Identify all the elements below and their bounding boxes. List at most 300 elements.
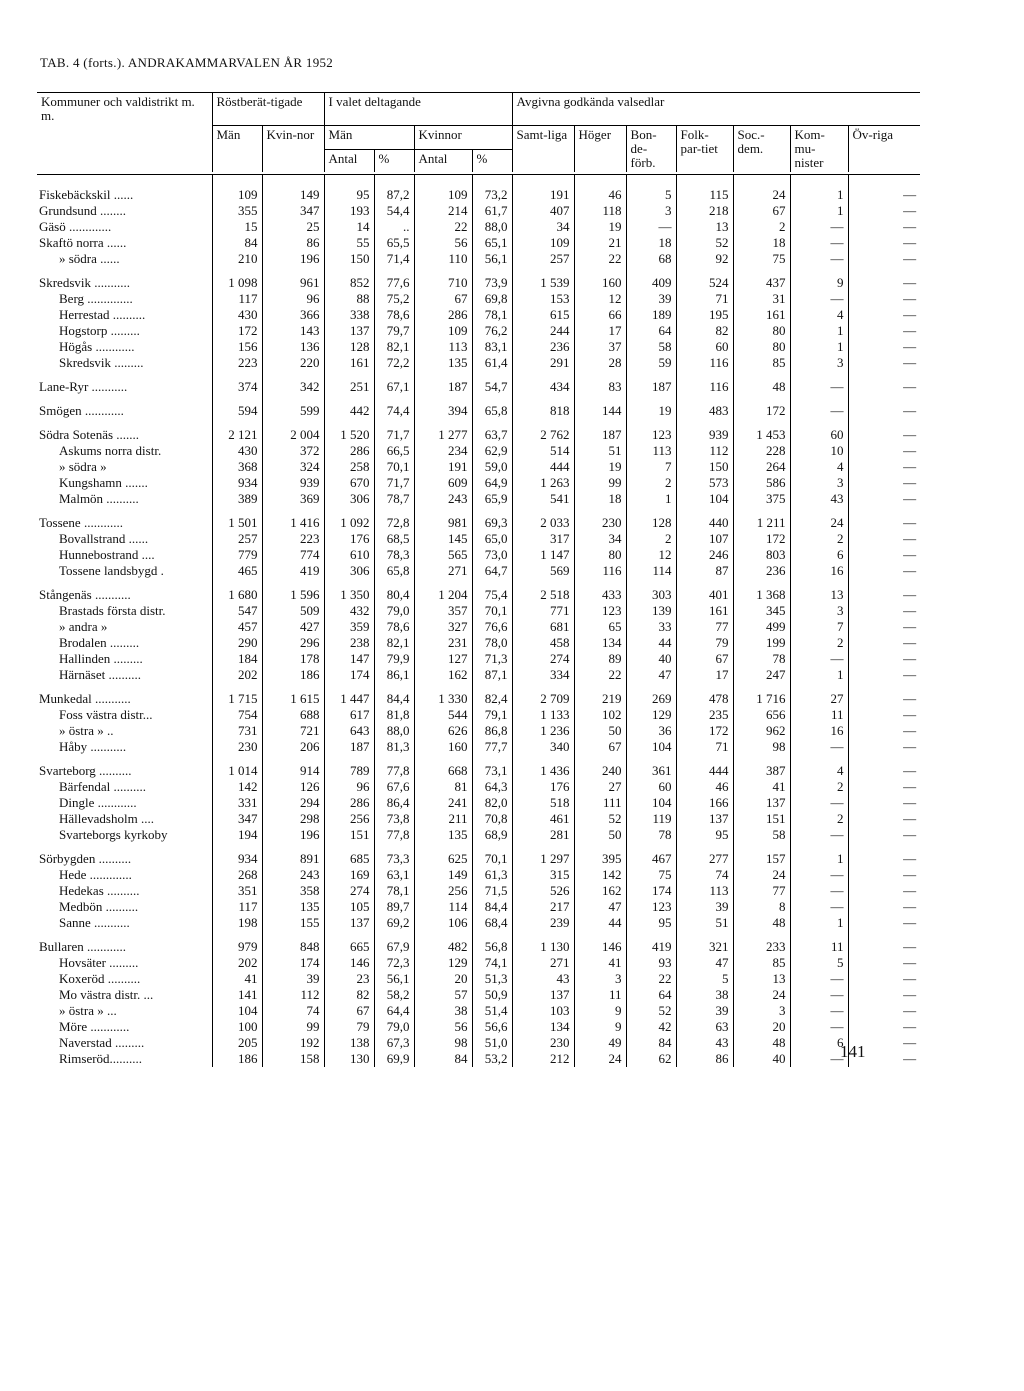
cell-kommunister: 11	[790, 707, 848, 723]
table-row	[37, 251, 920, 267]
cell-socdem: 656	[733, 707, 790, 723]
cell-samtliga: 230	[512, 1035, 574, 1051]
cell-kvinnor: 891	[262, 843, 324, 867]
table-row	[37, 355, 920, 371]
cell-hoger: 80	[574, 547, 626, 563]
cell-valet-kvinnor-procent: 59,0	[472, 459, 512, 475]
cell-ovriga: —	[848, 779, 920, 795]
cell-ovriga: —	[848, 475, 920, 491]
cell-valet-man-procent: 78,6	[374, 307, 414, 323]
cell-valet-kvinnor-antal: 1 330	[414, 683, 472, 707]
cell-valet-kvinnor-procent: 54,7	[472, 371, 512, 395]
cell-valet-kvinnor-antal: 211	[414, 811, 472, 827]
row-name: Naverstad .........	[59, 1035, 145, 1050]
cell-kvinnor: 688	[262, 707, 324, 723]
cell-valet-kvinnor-procent: 82,4	[472, 683, 512, 707]
cell-valet-kvinnor-procent: 78,0	[472, 635, 512, 651]
cell-socdem: 803	[733, 547, 790, 563]
cell-socdem: 58	[733, 827, 790, 843]
cell-hoger: 99	[574, 475, 626, 491]
cell-man: 389	[212, 491, 262, 507]
cell-kvinnor: 509	[262, 603, 324, 619]
cell-ovriga: —	[848, 795, 920, 811]
cell-hoger: 19	[574, 459, 626, 475]
cell-bondeforb: 174	[626, 883, 676, 899]
cell-valet-man-antal: 137	[324, 915, 374, 931]
cell-valet-man-antal: 617	[324, 707, 374, 723]
cell-samtliga: 1 130	[512, 931, 574, 955]
cell-kvinnor: 774	[262, 547, 324, 563]
cell-hoger: 160	[574, 267, 626, 291]
cell-folkpartiet: 524	[676, 267, 733, 291]
cell-folkpartiet: 161	[676, 603, 733, 619]
cell-kvinnor: 112	[262, 987, 324, 1003]
cell-kommunister: 24	[790, 507, 848, 531]
table-row	[37, 175, 920, 204]
header-procent2: %	[472, 149, 512, 172]
cell-kommunister: —	[790, 1051, 848, 1067]
cell-man: 430	[212, 307, 262, 323]
table-row	[37, 547, 920, 563]
cell-kommunister: —	[790, 795, 848, 811]
row-name: Munkedal ...........	[39, 691, 131, 706]
cell-kommunister: 4	[790, 459, 848, 475]
cell-kommunister: 3	[790, 475, 848, 491]
cell-hoger: 50	[574, 827, 626, 843]
cell-valet-kvinnor-antal: 191	[414, 459, 472, 475]
cell-socdem: 345	[733, 603, 790, 619]
cell-folkpartiet: 939	[676, 419, 733, 443]
row-name: Härnäset ..........	[59, 667, 141, 682]
row-name: Foss västra distr...	[59, 707, 153, 722]
cell-ovriga: —	[848, 1019, 920, 1035]
cell-samtliga: 1 147	[512, 547, 574, 563]
cell-ovriga: —	[848, 443, 920, 459]
cell-hoger: 146	[574, 931, 626, 955]
cell-man: 84	[212, 235, 262, 251]
cell-valet-kvinnor-procent: 61,4	[472, 355, 512, 371]
row-name: Hede .............	[59, 867, 132, 882]
cell-man: 351	[212, 883, 262, 899]
table-row	[37, 931, 920, 955]
cell-socdem: 67	[733, 203, 790, 219]
cell-bondeforb: 5	[626, 175, 676, 204]
table-row	[37, 867, 920, 883]
cell-hoger: 22	[574, 667, 626, 683]
cell-valet-man-procent: ..	[374, 219, 414, 235]
row-name: Möre ............	[59, 1019, 130, 1034]
cell-man: 594	[212, 395, 262, 419]
cell-valet-man-procent: 65,8	[374, 563, 414, 579]
cell-valet-man-procent: 78,6	[374, 619, 414, 635]
table-row	[37, 475, 920, 491]
table-row	[37, 291, 920, 307]
cell-bondeforb: 139	[626, 603, 676, 619]
cell-valet-man-procent: 84,4	[374, 683, 414, 707]
cell-man: 934	[212, 843, 262, 867]
cell-folkpartiet: 17	[676, 667, 733, 683]
cell-socdem: 137	[733, 795, 790, 811]
cell-kommunister: 1	[790, 915, 848, 931]
cell-kommunister: —	[790, 1019, 848, 1035]
cell-kvinnor: 1 615	[262, 683, 324, 707]
cell-valet-man-procent: 67,9	[374, 931, 414, 955]
cell-man: 202	[212, 667, 262, 683]
cell-ovriga: —	[848, 1051, 920, 1067]
cell-kvinnor: 2 004	[262, 419, 324, 443]
cell-samtliga: 315	[512, 867, 574, 883]
cell-valet-man-procent: 77,8	[374, 755, 414, 779]
cell-valet-kvinnor-procent: 71,3	[472, 651, 512, 667]
cell-hoger: 24	[574, 1051, 626, 1067]
cell-valet-man-antal: 286	[324, 443, 374, 459]
cell-valet-kvinnor-procent: 51,4	[472, 1003, 512, 1019]
row-name: Lane-Ryr ...........	[39, 379, 128, 394]
table-row	[37, 987, 920, 1003]
cell-man: 172	[212, 323, 262, 339]
cell-valet-man-antal: 95	[324, 175, 374, 204]
cell-samtliga: 191	[512, 175, 574, 204]
cell-valet-kvinnor-antal: 109	[414, 175, 472, 204]
cell-kommunister: 16	[790, 563, 848, 579]
cell-man: 465	[212, 563, 262, 579]
cell-hoger: 44	[574, 915, 626, 931]
cell-samtliga: 212	[512, 1051, 574, 1067]
cell-hoger: 116	[574, 563, 626, 579]
cell-socdem: 161	[733, 307, 790, 323]
table-row	[37, 1019, 920, 1035]
cell-samtliga: 569	[512, 563, 574, 579]
cell-valet-kvinnor-antal: 565	[414, 547, 472, 563]
row-name: Koxeröd ..........	[59, 971, 141, 986]
cell-valet-man-antal: 96	[324, 779, 374, 795]
cell-man: 457	[212, 619, 262, 635]
cell-valet-man-antal: 1 520	[324, 419, 374, 443]
cell-folkpartiet: 43	[676, 1035, 733, 1051]
cell-kvinnor: 223	[262, 531, 324, 547]
cell-valet-man-procent: 58,2	[374, 987, 414, 1003]
cell-valet-kvinnor-procent: 64,3	[472, 779, 512, 795]
cell-valet-man-antal: 14	[324, 219, 374, 235]
cell-man: 934	[212, 475, 262, 491]
table-row	[37, 507, 920, 531]
cell-folkpartiet: 573	[676, 475, 733, 491]
cell-valet-kvinnor-procent: 73,9	[472, 267, 512, 291]
cell-ovriga: —	[848, 739, 920, 755]
header-avgivna: Avgivna godkända valsedlar	[512, 93, 920, 126]
cell-ovriga: —	[848, 619, 920, 635]
cell-valet-kvinnor-antal: 145	[414, 531, 472, 547]
cell-valet-kvinnor-antal: 668	[414, 755, 472, 779]
cell-bondeforb: 303	[626, 579, 676, 603]
cell-samtliga: 615	[512, 307, 574, 323]
cell-valet-man-procent: 63,1	[374, 867, 414, 883]
cell-folkpartiet: 13	[676, 219, 733, 235]
cell-samtliga: 771	[512, 603, 574, 619]
cell-valet-kvinnor-antal: 710	[414, 267, 472, 291]
header-samtliga: Samt-liga	[512, 126, 574, 173]
cell-kommunister: 1	[790, 175, 848, 204]
cell-kvinnor: 39	[262, 971, 324, 987]
cell-kvinnor: 196	[262, 827, 324, 843]
cell-bondeforb: 104	[626, 795, 676, 811]
header-i-valet: I valet deltagande	[324, 93, 512, 126]
cell-valet-man-procent: 88,0	[374, 723, 414, 739]
cell-socdem: 387	[733, 755, 790, 779]
cell-man: 368	[212, 459, 262, 475]
cell-socdem: 375	[733, 491, 790, 507]
cell-man: 347	[212, 811, 262, 827]
cell-valet-kvinnor-antal: 114	[414, 899, 472, 915]
table-row	[37, 371, 920, 395]
cell-folkpartiet: 113	[676, 883, 733, 899]
cell-bondeforb: —	[626, 219, 676, 235]
cell-socdem: 48	[733, 371, 790, 395]
cell-valet-man-antal: 105	[324, 899, 374, 915]
cell-folkpartiet: 38	[676, 987, 733, 1003]
cell-samtliga: 34	[512, 219, 574, 235]
cell-valet-kvinnor-antal: 271	[414, 563, 472, 579]
header-kommunister: Kom-mu-nister	[790, 126, 848, 173]
cell-valet-man-antal: 174	[324, 667, 374, 683]
cell-hoger: 27	[574, 779, 626, 795]
cell-valet-man-procent: 67,6	[374, 779, 414, 795]
cell-valet-kvinnor-procent: 65,8	[472, 395, 512, 419]
cell-hoger: 9	[574, 1003, 626, 1019]
row-name: Herrestad ..........	[59, 307, 146, 322]
cell-socdem: 2	[733, 219, 790, 235]
cell-man: 1 098	[212, 267, 262, 291]
cell-socdem: 24	[733, 987, 790, 1003]
cell-ovriga: —	[848, 251, 920, 267]
cell-folkpartiet: 277	[676, 843, 733, 867]
cell-valet-man-procent: 74,4	[374, 395, 414, 419]
row-name: Askums norra distr.	[59, 443, 162, 458]
cell-valet-kvinnor-antal: 106	[414, 915, 472, 931]
cell-valet-kvinnor-procent: 86,8	[472, 723, 512, 739]
cell-samtliga: 2 033	[512, 507, 574, 531]
cell-valet-man-antal: 306	[324, 563, 374, 579]
cell-valet-man-procent: 71,4	[374, 251, 414, 267]
cell-valet-kvinnor-antal: 544	[414, 707, 472, 723]
cell-samtliga: 2 709	[512, 683, 574, 707]
row-name: » södra »	[59, 459, 107, 474]
cell-kvinnor: 599	[262, 395, 324, 419]
cell-socdem: 264	[733, 459, 790, 475]
cell-socdem: 98	[733, 739, 790, 755]
cell-valet-man-antal: 286	[324, 795, 374, 811]
cell-bondeforb: 59	[626, 355, 676, 371]
cell-bondeforb: 58	[626, 339, 676, 355]
cell-hoger: 12	[574, 291, 626, 307]
cell-man: 754	[212, 707, 262, 723]
cell-valet-man-procent: 70,1	[374, 459, 414, 475]
cell-valet-man-procent: 82,1	[374, 339, 414, 355]
cell-folkpartiet: 87	[676, 563, 733, 579]
cell-bondeforb: 269	[626, 683, 676, 707]
cell-valet-kvinnor-antal: 162	[414, 667, 472, 683]
cell-ovriga: —	[848, 931, 920, 955]
cell-valet-kvinnor-procent: 73,1	[472, 755, 512, 779]
cell-socdem: 41	[733, 779, 790, 795]
cell-folkpartiet: 440	[676, 507, 733, 531]
cell-samtliga: 257	[512, 251, 574, 267]
cell-bondeforb: 18	[626, 235, 676, 251]
cell-kommunister: 1	[790, 203, 848, 219]
cell-valet-man-antal: 258	[324, 459, 374, 475]
cell-socdem: 1 211	[733, 507, 790, 531]
cell-valet-man-procent: 56,1	[374, 971, 414, 987]
cell-socdem: 77	[733, 883, 790, 899]
table-row	[37, 443, 920, 459]
cell-hoger: 22	[574, 251, 626, 267]
table-row	[37, 339, 920, 355]
cell-ovriga: —	[848, 955, 920, 971]
table-row	[37, 667, 920, 683]
cell-folkpartiet: 67	[676, 651, 733, 667]
cell-valet-kvinnor-antal: 56	[414, 1019, 472, 1035]
cell-folkpartiet: 79	[676, 635, 733, 651]
table-row	[37, 779, 920, 795]
cell-folkpartiet: 444	[676, 755, 733, 779]
cell-ovriga: —	[848, 267, 920, 291]
cell-folkpartiet: 104	[676, 491, 733, 507]
cell-ovriga: —	[848, 491, 920, 507]
cell-valet-man-antal: 67	[324, 1003, 374, 1019]
cell-samtliga: 1 236	[512, 723, 574, 739]
cell-valet-man-antal: 147	[324, 651, 374, 667]
cell-valet-kvinnor-antal: 22	[414, 219, 472, 235]
cell-samtliga: 1 539	[512, 267, 574, 291]
cell-socdem: 247	[733, 667, 790, 683]
header-folkpartiet: Folk-par-tiet	[676, 126, 733, 173]
cell-man: 779	[212, 547, 262, 563]
cell-valet-kvinnor-procent: 79,1	[472, 707, 512, 723]
cell-kommunister: 4	[790, 307, 848, 323]
cell-valet-kvinnor-antal: 394	[414, 395, 472, 419]
cell-kvinnor: 358	[262, 883, 324, 899]
cell-man: 290	[212, 635, 262, 651]
cell-valet-man-procent: 81,3	[374, 739, 414, 755]
cell-hoger: 50	[574, 723, 626, 739]
cell-kommunister: 3	[790, 355, 848, 371]
cell-socdem: 1 368	[733, 579, 790, 603]
row-name: Södra Sotenäs .......	[39, 427, 140, 442]
cell-kommunister: 4	[790, 755, 848, 779]
cell-bondeforb: 113	[626, 443, 676, 459]
row-name: Kungshamn .......	[59, 475, 148, 490]
cell-kommunister: 2	[790, 635, 848, 651]
cell-hoger: 83	[574, 371, 626, 395]
cell-kvinnor: 158	[262, 1051, 324, 1067]
cell-kommunister: —	[790, 371, 848, 395]
cell-kommunister: 60	[790, 419, 848, 443]
cell-valet-kvinnor-antal: 625	[414, 843, 472, 867]
cell-valet-man-procent: 86,4	[374, 795, 414, 811]
table-row	[37, 635, 920, 651]
cell-valet-kvinnor-antal: 357	[414, 603, 472, 619]
cell-valet-man-antal: 1 447	[324, 683, 374, 707]
cell-valet-kvinnor-antal: 214	[414, 203, 472, 219]
cell-valet-man-antal: 256	[324, 811, 374, 827]
row-name: Tossene ............	[39, 515, 123, 530]
table-row	[37, 683, 920, 707]
cell-valet-man-procent: 77,6	[374, 267, 414, 291]
cell-kvinnor: 961	[262, 267, 324, 291]
header-antal: Antal	[324, 149, 374, 172]
cell-samtliga: 1 297	[512, 843, 574, 867]
cell-valet-man-antal: 852	[324, 267, 374, 291]
row-name: Sörbygden ..........	[39, 851, 132, 866]
cell-man: 100	[212, 1019, 262, 1035]
cell-samtliga: 1 436	[512, 755, 574, 779]
cell-kommunister: 6	[790, 547, 848, 563]
cell-bondeforb: 36	[626, 723, 676, 739]
cell-valet-kvinnor-antal: 38	[414, 1003, 472, 1019]
cell-valet-man-procent: 72,3	[374, 955, 414, 971]
cell-kvinnor: 366	[262, 307, 324, 323]
cell-valet-kvinnor-antal: 234	[414, 443, 472, 459]
cell-ovriga: —	[848, 235, 920, 251]
cell-ovriga: —	[848, 459, 920, 475]
cell-kvinnor: 298	[262, 811, 324, 827]
cell-valet-kvinnor-antal: 84	[414, 1051, 472, 1067]
cell-hoger: 17	[574, 323, 626, 339]
cell-valet-man-antal: 306	[324, 491, 374, 507]
header-bondeforb: Bon-de-förb.	[626, 126, 676, 173]
cell-kommunister: —	[790, 739, 848, 755]
cell-kvinnor: 99	[262, 1019, 324, 1035]
cell-valet-man-procent: 80,4	[374, 579, 414, 603]
cell-samtliga: 2 762	[512, 419, 574, 443]
cell-socdem: 24	[733, 867, 790, 883]
cell-ovriga: —	[848, 419, 920, 443]
cell-kommunister: 3	[790, 603, 848, 619]
cell-kvinnor: 372	[262, 443, 324, 459]
row-name: Rimseröd..........	[59, 1051, 143, 1066]
cell-ovriga: —	[848, 707, 920, 723]
cell-bondeforb: 409	[626, 267, 676, 291]
cell-kvinnor: 196	[262, 251, 324, 267]
cell-folkpartiet: 235	[676, 707, 733, 723]
cell-hoger: 142	[574, 867, 626, 883]
cell-valet-man-antal: 82	[324, 987, 374, 1003]
row-name: Brodalen .........	[59, 635, 140, 650]
cell-valet-man-antal: 146	[324, 955, 374, 971]
cell-socdem: 48	[733, 1035, 790, 1051]
cell-samtliga: 514	[512, 443, 574, 459]
cell-folkpartiet: 321	[676, 931, 733, 955]
cell-valet-kvinnor-antal: 626	[414, 723, 472, 739]
table-row	[37, 955, 920, 971]
cell-valet-man-procent: 71,7	[374, 475, 414, 491]
cell-valet-man-procent: 79,0	[374, 603, 414, 619]
cell-kvinnor: 74	[262, 1003, 324, 1019]
cell-man: 331	[212, 795, 262, 811]
cell-man: 1 501	[212, 507, 262, 531]
cell-samtliga: 244	[512, 323, 574, 339]
page-number: 141	[840, 1042, 866, 1061]
cell-socdem: 157	[733, 843, 790, 867]
cell-valet-kvinnor-procent: 74,1	[472, 955, 512, 971]
row-name: Skredsvik .........	[59, 355, 144, 370]
cell-socdem: 85	[733, 955, 790, 971]
cell-hoger: 144	[574, 395, 626, 419]
cell-folkpartiet: 71	[676, 739, 733, 755]
cell-man: 2 121	[212, 419, 262, 443]
cell-kvinnor: 96	[262, 291, 324, 307]
cell-ovriga: —	[848, 355, 920, 371]
